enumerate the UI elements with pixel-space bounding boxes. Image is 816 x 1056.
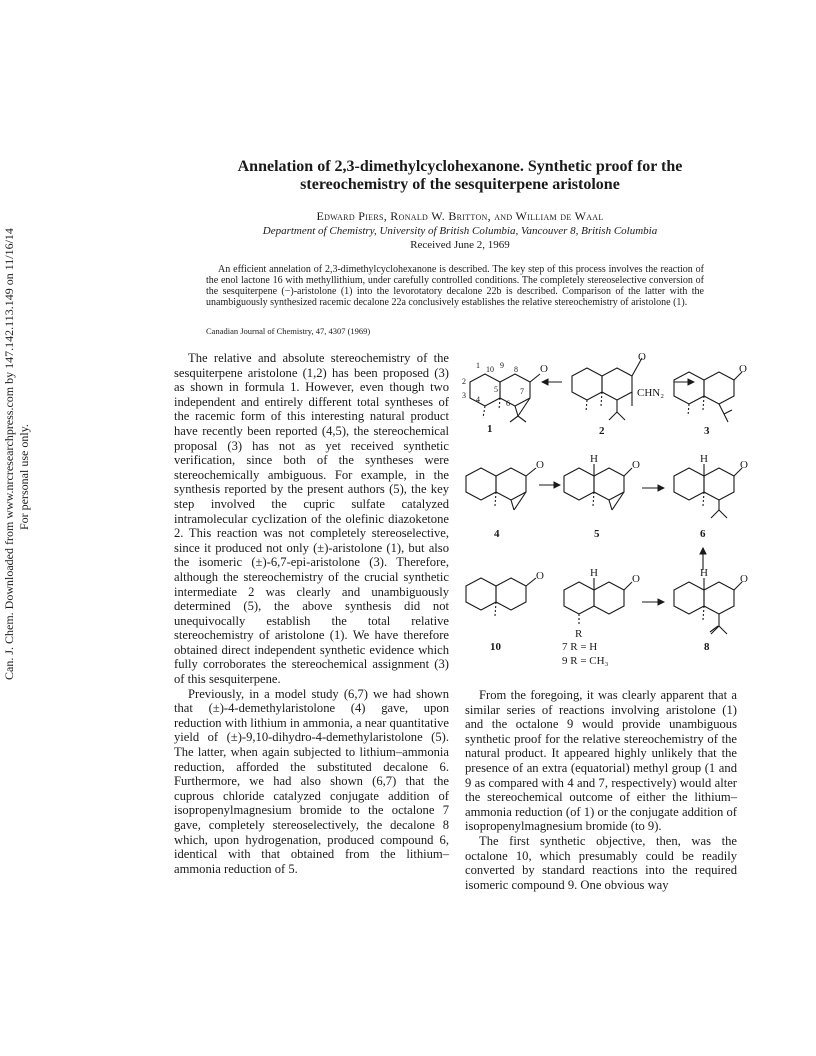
oxygen-label: O bbox=[740, 459, 748, 471]
compound-label-6: 6 bbox=[700, 528, 706, 540]
compound-label-2: 2 bbox=[599, 425, 605, 437]
num-5: 5 bbox=[494, 385, 498, 394]
r-group-label: R bbox=[575, 628, 583, 640]
right-column bbox=[465, 688, 737, 892]
compound-label-4: 4 bbox=[494, 528, 500, 540]
compound-6-structure bbox=[674, 453, 748, 518]
journal-citation: Canadian Journal of Chemistry, 47, 4307 (1969) bbox=[206, 326, 371, 336]
num-1: 1 bbox=[476, 361, 480, 370]
oxygen-label: O bbox=[632, 573, 640, 585]
compound-label-7: 7 R = H bbox=[562, 641, 598, 653]
num-2: 2 bbox=[462, 377, 466, 386]
diazo-label: CHN₂ bbox=[637, 387, 665, 399]
compound-2-structure bbox=[572, 351, 664, 420]
body-paragraph-2: Previously, in a model study (6,7) we had shown that (±)-4-demethylaristolone (4) gave, upon reduction with lithium in ammonia, a near quantitative yield of (±)-9,10-dihydro-4-demethylaristolone (5). The latter, when again subjected to lithium–ammonia reduction, afforded the substituted decalone 6. Furthermore, we had also shown (6,7) that the cuprous chloride catalyzed conjugate addition of isopropenylmagnesium bromide to the octalone 7 gave, completely stereoselectively, the decalone 8 which, upon hydrogenation, produced compound 6, identical with that obtained from the lithium–ammonia reduction of 5. bbox=[174, 686, 449, 876]
oxygen-label: O bbox=[536, 570, 544, 582]
affiliation: Department of Chemistry, University of British Columbia, Vancouver 8, British Columbia bbox=[262, 225, 658, 237]
num-4: 4 bbox=[476, 395, 480, 404]
compound-7-9-structure bbox=[564, 567, 640, 640]
num-10: 10 bbox=[486, 365, 494, 374]
num-7: 7 bbox=[520, 387, 524, 396]
download-watermark bbox=[2, 228, 36, 680]
author-list: Edward Piers, Ronald W. Britton, and William de Waal bbox=[316, 209, 604, 223]
hydrogen-label: H bbox=[700, 567, 708, 579]
oxygen-label: O bbox=[536, 459, 544, 471]
compound-label-8: 8 bbox=[704, 641, 710, 653]
article-title bbox=[160, 158, 760, 194]
watermark-line-1: Can. J. Chem. Downloaded from www.nrcresearchpress.com by 147.142.113.149 on 11/16/14 bbox=[2, 228, 16, 680]
hydrogen-label: H bbox=[590, 567, 598, 579]
compound-label-5: 5 bbox=[594, 528, 600, 540]
body-paragraph-3: From the foregoing, it was clearly apparent that a similar series of reactions involving aristolone (1) and the octalone 9 would provide unambiguous synthetic proof for the relative stereochemistry of the natural product. It appeared highly unlikely that the presence of an extra (equatorial) methyl group (1 and 9 as compared with 4 and 7, respectively) would alter the stereochemical outcome of either the lithium–ammonia reduction (of 1) or the conjugate addition of isopropenylmagnesium bromide (to 9). bbox=[465, 688, 737, 834]
title-line-1: Annelation of 2,3-dimethylcyclohexanone. Synthetic proof for the bbox=[237, 158, 683, 175]
hydrogen-label: H bbox=[590, 453, 598, 465]
num-6: 6 bbox=[506, 399, 510, 408]
compound-label-1: 1 bbox=[487, 423, 493, 435]
compound-label-10: 10 bbox=[490, 641, 501, 653]
body-paragraph-4: The first synthetic objective, then, was the octalone 10, which presumably could be readily converted by standard reactions into the required isomeric compound 9. One obvious way bbox=[465, 833, 737, 892]
compound-label-3: 3 bbox=[704, 425, 710, 437]
reaction-scheme bbox=[452, 350, 752, 685]
num-3: 3 bbox=[462, 391, 466, 400]
body-paragraph-1: The relative and absolute stereochemistry of the sesquiterpene aristolone (1,2) has been proposed (3) as shown in formula 1. However, even though two independent and entirely different total syntheses of the racemic form of this interesting natural product have recently been reported (4,5), the stereochemical proposal (3) has not as yet received synthetic verification, since both of the syntheses were stereochemically ambiguous. For example, in the synthesis reported by the present authors (5), the key step involved the cupric sulfate catalyzed intramolecular cyclization of the olefinic diazoketone 2. This reaction was not completely stereoselective, since it produced not only (±)-aristolone (1), but also the isomeric (±)-6,7-epi-aristolone (3). Therefore, although the stereochemistry of the crucial synthetic intermediate 2 was clearly and unambiguously determined (5), the above synthesis did not unequivocally establish the total relative stereochemistry of aristolone (1). We have therefore obtained direct independent synthetic evidence which fully corroborates the stereochemical assignment (3) of this sesquiterpene. bbox=[174, 351, 449, 687]
abstract: An efficient annelation of 2,3-dimethylcyclohexanone is described. The key step of this process involves the reaction of the enol lactone 16 with methyllithium, under carefully controlled conditions. The completely stereoselective conversion of the sesquiterpene (−)-aristolone (1) into the levorotatory decalone 22b is described. Comparison of the latter with the unambiguously synthesized racemic decalone 22a conclusively establishes the relative stereochemistry of aristolone (1). bbox=[206, 264, 704, 308]
compound-8-structure bbox=[674, 567, 748, 634]
num-9: 9 bbox=[500, 361, 504, 370]
title-line-2: stereochemistry of the sesquiterpene aristolone bbox=[300, 176, 620, 193]
hydrogen-label: H bbox=[700, 453, 708, 465]
num-8: 8 bbox=[514, 365, 518, 374]
scheme-svg bbox=[452, 350, 752, 685]
oxygen-label: O bbox=[739, 363, 747, 375]
compound-label-9: 9 R = CH₃ bbox=[562, 655, 609, 667]
oxygen-label: O bbox=[540, 363, 548, 375]
left-column bbox=[174, 351, 449, 876]
compound-1-structure bbox=[462, 361, 548, 422]
watermark-line-2: For personal use only. bbox=[17, 424, 31, 530]
oxygen-label: O bbox=[638, 351, 646, 363]
compound-10-structure bbox=[466, 570, 544, 616]
received-date: Received June 2, 1969 bbox=[410, 239, 510, 251]
compound-5-structure bbox=[564, 453, 640, 510]
compound-3-structure bbox=[674, 363, 747, 422]
compound-4-structure bbox=[466, 459, 544, 510]
oxygen-label: O bbox=[632, 459, 640, 471]
oxygen-label: O bbox=[740, 573, 748, 585]
